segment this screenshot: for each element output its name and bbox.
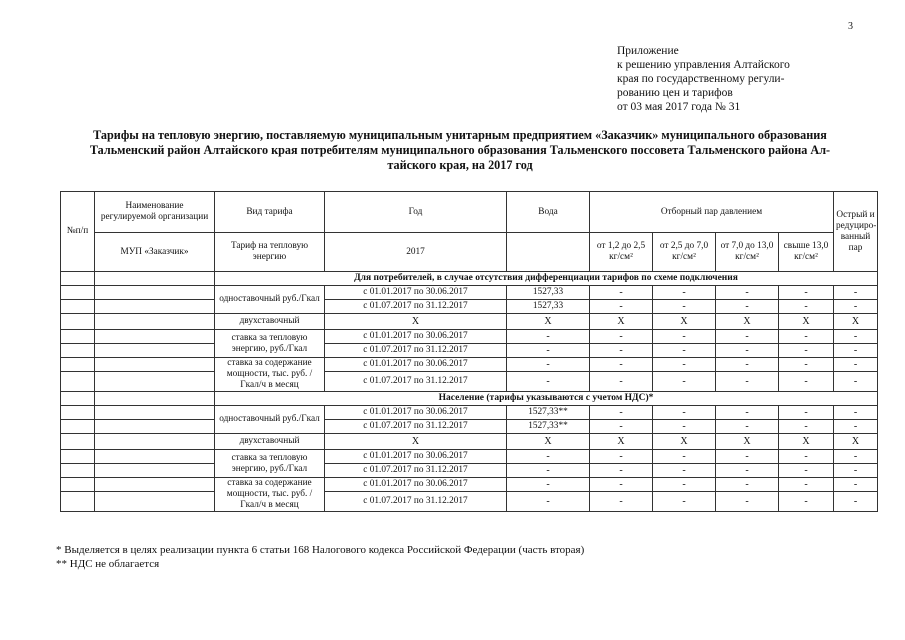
dash: -	[590, 420, 653, 434]
dash: -	[653, 464, 716, 478]
period: с 01.01.2017 по 30.06.2017	[325, 330, 507, 344]
header-num: №п/п	[61, 192, 95, 272]
dash: -	[779, 286, 834, 300]
table-row	[61, 314, 878, 330]
appendix-line: к решению управления Алтайского	[617, 59, 790, 71]
heat-rate-label: ставка за тепловую энергию, руб./Гкал	[215, 450, 325, 478]
x-mark: Х	[653, 314, 716, 330]
dash: -	[590, 286, 653, 300]
appendix-line: края по государственному регули-	[617, 73, 785, 85]
dash: -	[779, 420, 834, 434]
dash: -	[653, 372, 716, 392]
appendix-block	[617, 44, 877, 114]
dash: -	[590, 492, 653, 512]
x-mark: Х	[653, 434, 716, 450]
dash: -	[653, 330, 716, 344]
dash: -	[590, 406, 653, 420]
footnotes	[56, 543, 584, 571]
x-mark: Х	[325, 434, 507, 450]
dash: -	[779, 358, 834, 372]
heat-rate-label: ставка за тепловую энергию, руб./Гкал	[215, 330, 325, 358]
header-pressure-4: свыше 13,0 кг/см²	[779, 233, 834, 272]
water	[507, 233, 590, 272]
x-mark: Х	[590, 314, 653, 330]
x-mark: Х	[507, 434, 590, 450]
document-title	[55, 128, 865, 173]
table-row	[61, 300, 878, 314]
x-mark: Х	[779, 314, 834, 330]
table-row	[61, 420, 878, 434]
dash: -	[834, 420, 878, 434]
one-rate-label: одноставочный руб./Гкал	[215, 286, 325, 314]
dash: -	[834, 358, 878, 372]
dash: -	[716, 372, 779, 392]
header-tariff-type: Вид тарифа	[215, 192, 325, 233]
dash: -	[779, 492, 834, 512]
dash: -	[834, 450, 878, 464]
header-hot-steam: Острый и редуциро-ванный пар	[834, 192, 878, 272]
period: с 01.01.2017 по 30.06.2017	[325, 358, 507, 372]
table-row	[61, 344, 878, 358]
dash: -	[590, 330, 653, 344]
water-value: -	[507, 464, 590, 478]
period: с 01.01.2017 по 30.06.2017	[325, 478, 507, 492]
dash: -	[716, 330, 779, 344]
period: с 01.07.2017 по 31.12.2017	[325, 464, 507, 478]
tariff-table	[60, 191, 878, 512]
water-value: -	[507, 330, 590, 344]
title-line: Тарифы на тепловую энергию, поставляемую муниципальным унитарным предприятием «Заказчик» муниципального образования	[93, 128, 827, 142]
appendix-line: Приложение	[617, 45, 679, 57]
dash: -	[653, 420, 716, 434]
dash: -	[716, 406, 779, 420]
table-row	[61, 434, 878, 450]
dash: -	[590, 372, 653, 392]
header-steam: Отборный пар давлением	[590, 192, 834, 233]
header-pressure-3: от 7,0 до 13,0 кг/см²	[716, 233, 779, 272]
section-title: Для потребителей, в случае отсутствия дифференциации тарифов по схеме подключения	[215, 272, 878, 286]
dash: -	[653, 300, 716, 314]
dash: -	[653, 492, 716, 512]
table-row	[61, 233, 878, 272]
two-rate-label: двухставочный	[215, 434, 325, 450]
dash: -	[834, 286, 878, 300]
dash: -	[716, 478, 779, 492]
section-row	[61, 392, 878, 406]
two-rate-label: двухставочный	[215, 314, 325, 330]
table-row	[61, 492, 878, 512]
period: с 01.01.2017 по 30.06.2017	[325, 406, 507, 420]
header-pressure-1: от 1,2 до 2,5 кг/см²	[590, 233, 653, 272]
footnote: ** НДС не облагается	[56, 558, 160, 570]
x-mark: Х	[834, 434, 878, 450]
dash: -	[716, 300, 779, 314]
water-value: 1527,33	[507, 300, 590, 314]
title-line: тайского края, на 2017 год	[387, 158, 533, 172]
period: с 01.07.2017 по 31.12.2017	[325, 372, 507, 392]
water-value: -	[507, 344, 590, 358]
x-mark: Х	[325, 314, 507, 330]
dash: -	[779, 300, 834, 314]
dash: -	[834, 300, 878, 314]
water-value: -	[507, 478, 590, 492]
period: с 01.07.2017 по 31.12.2017	[325, 300, 507, 314]
period: с 01.01.2017 по 30.06.2017	[325, 286, 507, 300]
dash: -	[834, 478, 878, 492]
tariff-type: Тариф на тепловую энергию	[215, 233, 325, 272]
table-row	[61, 286, 878, 300]
header-org: Наименование регулируемой организации	[95, 192, 215, 233]
x-mark: Х	[507, 314, 590, 330]
dash: -	[590, 344, 653, 358]
table-row	[61, 406, 878, 420]
water-value: 1527,33**	[507, 420, 590, 434]
dash: -	[653, 344, 716, 358]
table-row	[61, 372, 878, 392]
dash: -	[716, 420, 779, 434]
dash: -	[590, 450, 653, 464]
dash: -	[653, 406, 716, 420]
dash: -	[834, 330, 878, 344]
dash: -	[590, 464, 653, 478]
x-mark: Х	[716, 434, 779, 450]
dash: -	[834, 464, 878, 478]
period: с 01.07.2017 по 31.12.2017	[325, 492, 507, 512]
header-pressure-2: от 2,5 до 7,0 кг/см²	[653, 233, 716, 272]
dash: -	[834, 406, 878, 420]
capacity-label: ставка за содержание мощности, тыс. руб. /Гкал/ч в месяц	[215, 358, 325, 392]
table-row	[61, 358, 878, 372]
dash: -	[716, 492, 779, 512]
x-mark: Х	[834, 314, 878, 330]
header-water: Вода	[507, 192, 590, 233]
table-header-row	[61, 192, 878, 233]
water-value: 1527,33	[507, 286, 590, 300]
dash: -	[716, 358, 779, 372]
dash: -	[834, 372, 878, 392]
dash: -	[590, 478, 653, 492]
water-value: -	[507, 492, 590, 512]
dash: -	[653, 450, 716, 464]
dash: -	[779, 450, 834, 464]
year: 2017	[325, 233, 507, 272]
dash: -	[716, 286, 779, 300]
dash: -	[779, 478, 834, 492]
table-row	[61, 464, 878, 478]
water-value: -	[507, 450, 590, 464]
water-value: -	[507, 358, 590, 372]
dash: -	[716, 464, 779, 478]
dash: -	[590, 300, 653, 314]
capacity-label: ставка за содержание мощности, тыс. руб. /Гкал/ч в месяц	[215, 478, 325, 512]
dash: -	[590, 358, 653, 372]
table-row	[61, 330, 878, 344]
dash: -	[779, 344, 834, 358]
x-mark: Х	[590, 434, 653, 450]
dash: -	[834, 492, 878, 512]
x-mark: Х	[716, 314, 779, 330]
period: с 01.01.2017 по 30.06.2017	[325, 450, 507, 464]
dash: -	[653, 358, 716, 372]
period: с 01.07.2017 по 31.12.2017	[325, 344, 507, 358]
dash: -	[653, 478, 716, 492]
dash: -	[716, 344, 779, 358]
dash: -	[716, 450, 779, 464]
section-title: Население (тарифы указываются с учетом НДС)*	[215, 392, 878, 406]
dash: -	[779, 330, 834, 344]
title-line: Тальменский район Алтайского края потребителям муниципального образования Тальменского поссовета Тальменского района Ал-	[89, 143, 831, 157]
footnote: * Выделяется в целях реализации пункта 6 статьи 168 Налогового кодекса Российской Федерации (часть вторая)	[56, 544, 585, 556]
x-mark: Х	[779, 434, 834, 450]
one-rate-label: одноставочный руб./Гкал	[215, 406, 325, 434]
water-value: 1527,33**	[507, 406, 590, 420]
table-row	[61, 478, 878, 492]
header-year: Год	[325, 192, 507, 233]
org-name: МУП «Заказчик»	[95, 233, 215, 272]
dash: -	[779, 464, 834, 478]
water-value: -	[507, 372, 590, 392]
table-row	[61, 450, 878, 464]
section-row	[61, 272, 878, 286]
page-number: 3	[848, 21, 853, 32]
period: с 01.07.2017 по 31.12.2017	[325, 420, 507, 434]
dash: -	[779, 406, 834, 420]
dash: -	[653, 286, 716, 300]
dash: -	[779, 372, 834, 392]
dash: -	[834, 344, 878, 358]
appendix-line: рованию цен и тарифов	[617, 87, 733, 99]
appendix-line: от 03 мая 2017 года № 31	[617, 101, 741, 113]
